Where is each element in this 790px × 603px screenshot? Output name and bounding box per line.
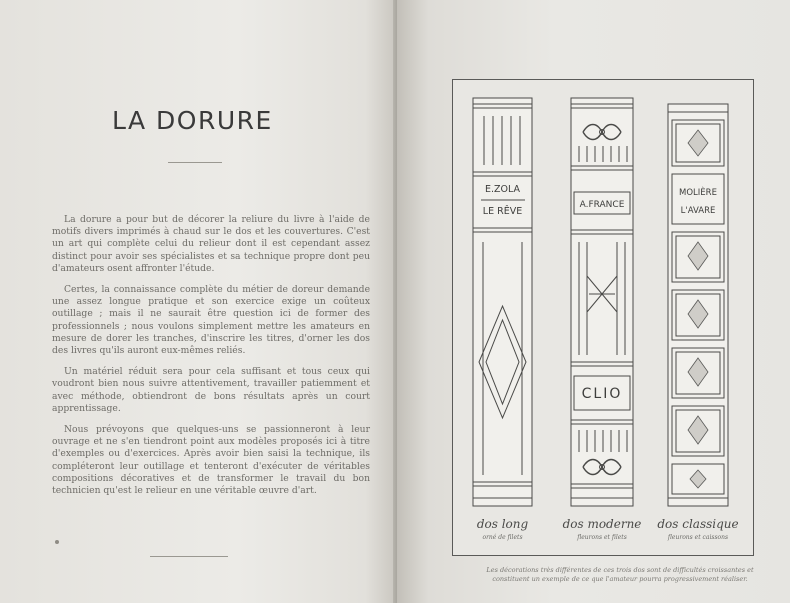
ornament-dot <box>55 540 59 544</box>
footer-rule <box>150 556 228 557</box>
paragraph-1: La dorure a pour but de décorer la reliure du livre à l'aide de motifs divers imprimés à chaud sur le dos et les couvertures. C'est un art qui complète celui du relieur dont il est cependant assez distinct pour avoir ses spécialistes et sa technique propre dont peu d'amateurs osent affronter l'étude. <box>52 214 370 274</box>
spine-1-author: E.ZOLA <box>484 184 521 195</box>
spine-1-caption: dos long <box>476 517 529 531</box>
spine-long <box>473 98 532 506</box>
spine-3-caption: dos classique <box>657 517 739 531</box>
spine-plate <box>452 79 754 556</box>
spine-2-title: CLIO <box>581 386 623 402</box>
spine-1-title: LE RÊVE <box>482 206 523 217</box>
paragraph-3: Un matériel réduit sera pour cela suffisant et tous ceux qui voudront bien nous suivre attentivement, travailler patiemment et avec méthode, obtiendront de bons résultats après un court apprentissage. <box>52 366 370 414</box>
spine-1-subcaption: orné de filets <box>482 534 523 541</box>
spine-3-title: L'AVARE <box>680 206 716 216</box>
spine-2-caption: dos moderne <box>562 517 642 531</box>
plate-caption: Les décorations très différentes de ces trois dos sont de difficultés croissantes et constituent un exemple de ce que l'amateur pourra progressivement réaliser. <box>486 566 754 583</box>
body-text <box>52 214 370 506</box>
title-rule <box>168 162 222 163</box>
spine-2-author: A.FRANCE <box>579 200 625 210</box>
spine-3-subcaption: fleurons et caissons <box>667 534 729 541</box>
spine-2-subcaption: fleurons et filets <box>577 534 627 541</box>
paragraph-2: Certes, la connaissance complète du métier de doreur demande une assez longue pratique et son exercice exige un coûteux outillage ; mais il ne saurait être question ici de former des professionnels ; nous voulons simplement mettre les amateurs en mesure de dorer les tranches, d'inscrire les titres, d'orner les dos des livres qu'ils auront eux-mêmes reliés. <box>52 284 370 357</box>
spine-3-author: MOLIÈRE <box>679 188 717 198</box>
paragraph-4: Nous prévoyons que quelques-uns se passionneront à leur ouvrage et ne s'en tiendront point aux modèles proposés ici à titre d'exemples ou d'exercices. Après avoir bien saisi la technique, ils compléteront leur outillage et tenteront d'exécuter de véritables compositions décoratives et de transformer le travail du bon technicien qu'est le relieur en une véritable œuvre d'art. <box>52 424 370 497</box>
page-title: LA DORURE <box>112 106 273 135</box>
spine-modern <box>571 98 633 506</box>
spine-illustration <box>453 80 753 555</box>
